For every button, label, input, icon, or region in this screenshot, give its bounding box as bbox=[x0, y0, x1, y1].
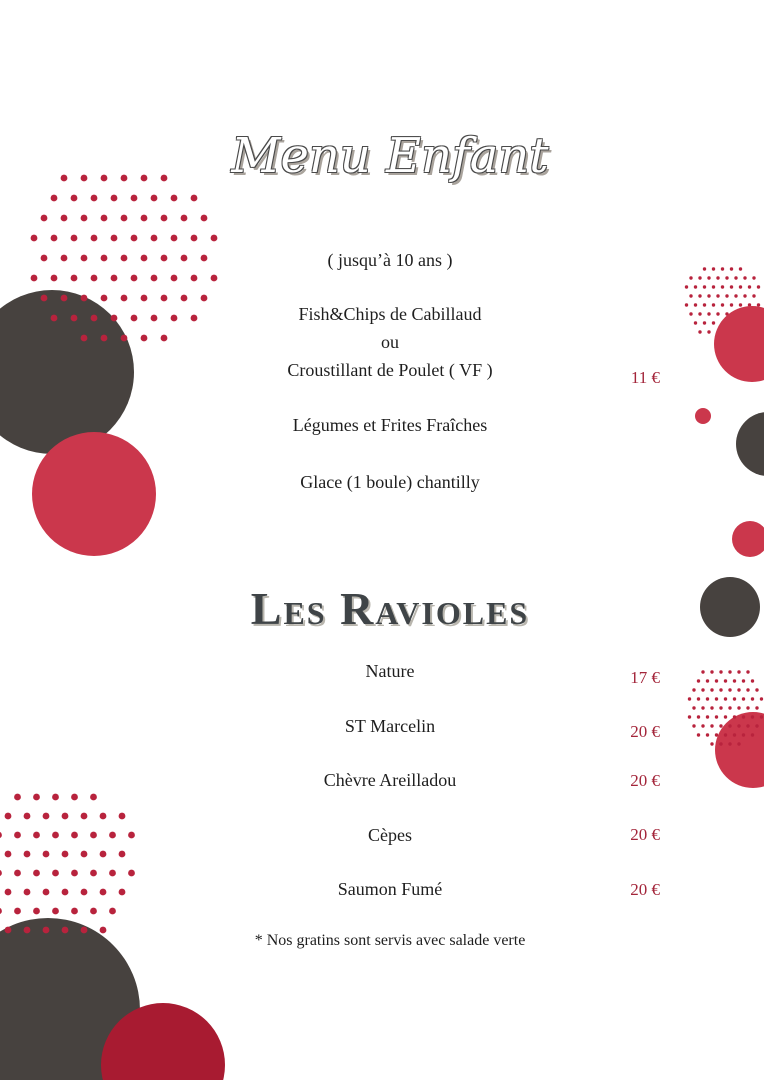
raviole-price: 20 € bbox=[630, 771, 660, 790]
raviole-price: 20 € bbox=[630, 722, 660, 741]
menu-item-separator: ou bbox=[381, 332, 399, 352]
raviole-name: Cèpes bbox=[368, 825, 412, 845]
raviole-price: 20 € bbox=[630, 825, 660, 844]
raviole-name: Saumon Fumé bbox=[337, 879, 443, 899]
menu-item: Légumes et Frites Fraîches bbox=[292, 415, 488, 435]
raviole-name: Nature bbox=[365, 661, 415, 681]
raviole-name: Chèvre Areilladou bbox=[323, 770, 457, 790]
menu-item: Glace (1 boule) chantilly bbox=[300, 472, 480, 492]
raviole-name: ST Marcelin bbox=[344, 716, 436, 736]
menu-item: Fish&Chips de Cabillaud bbox=[298, 304, 482, 324]
menu-enfant-price: 11 € bbox=[630, 368, 660, 387]
ravioles-title: Les Ravioles bbox=[250, 583, 530, 634]
footnote: * Nos gratins sont servis avec salade verte bbox=[254, 932, 526, 949]
menu-enfant-title: Menu Enfant bbox=[231, 128, 549, 184]
raviole-price: 17 € bbox=[630, 668, 660, 687]
menu-item: Croustillant de Poulet ( VF ) bbox=[287, 360, 493, 380]
age-note: ( jusqu’à 10 ans ) bbox=[327, 250, 453, 270]
raviole-price: 20 € bbox=[630, 880, 660, 899]
